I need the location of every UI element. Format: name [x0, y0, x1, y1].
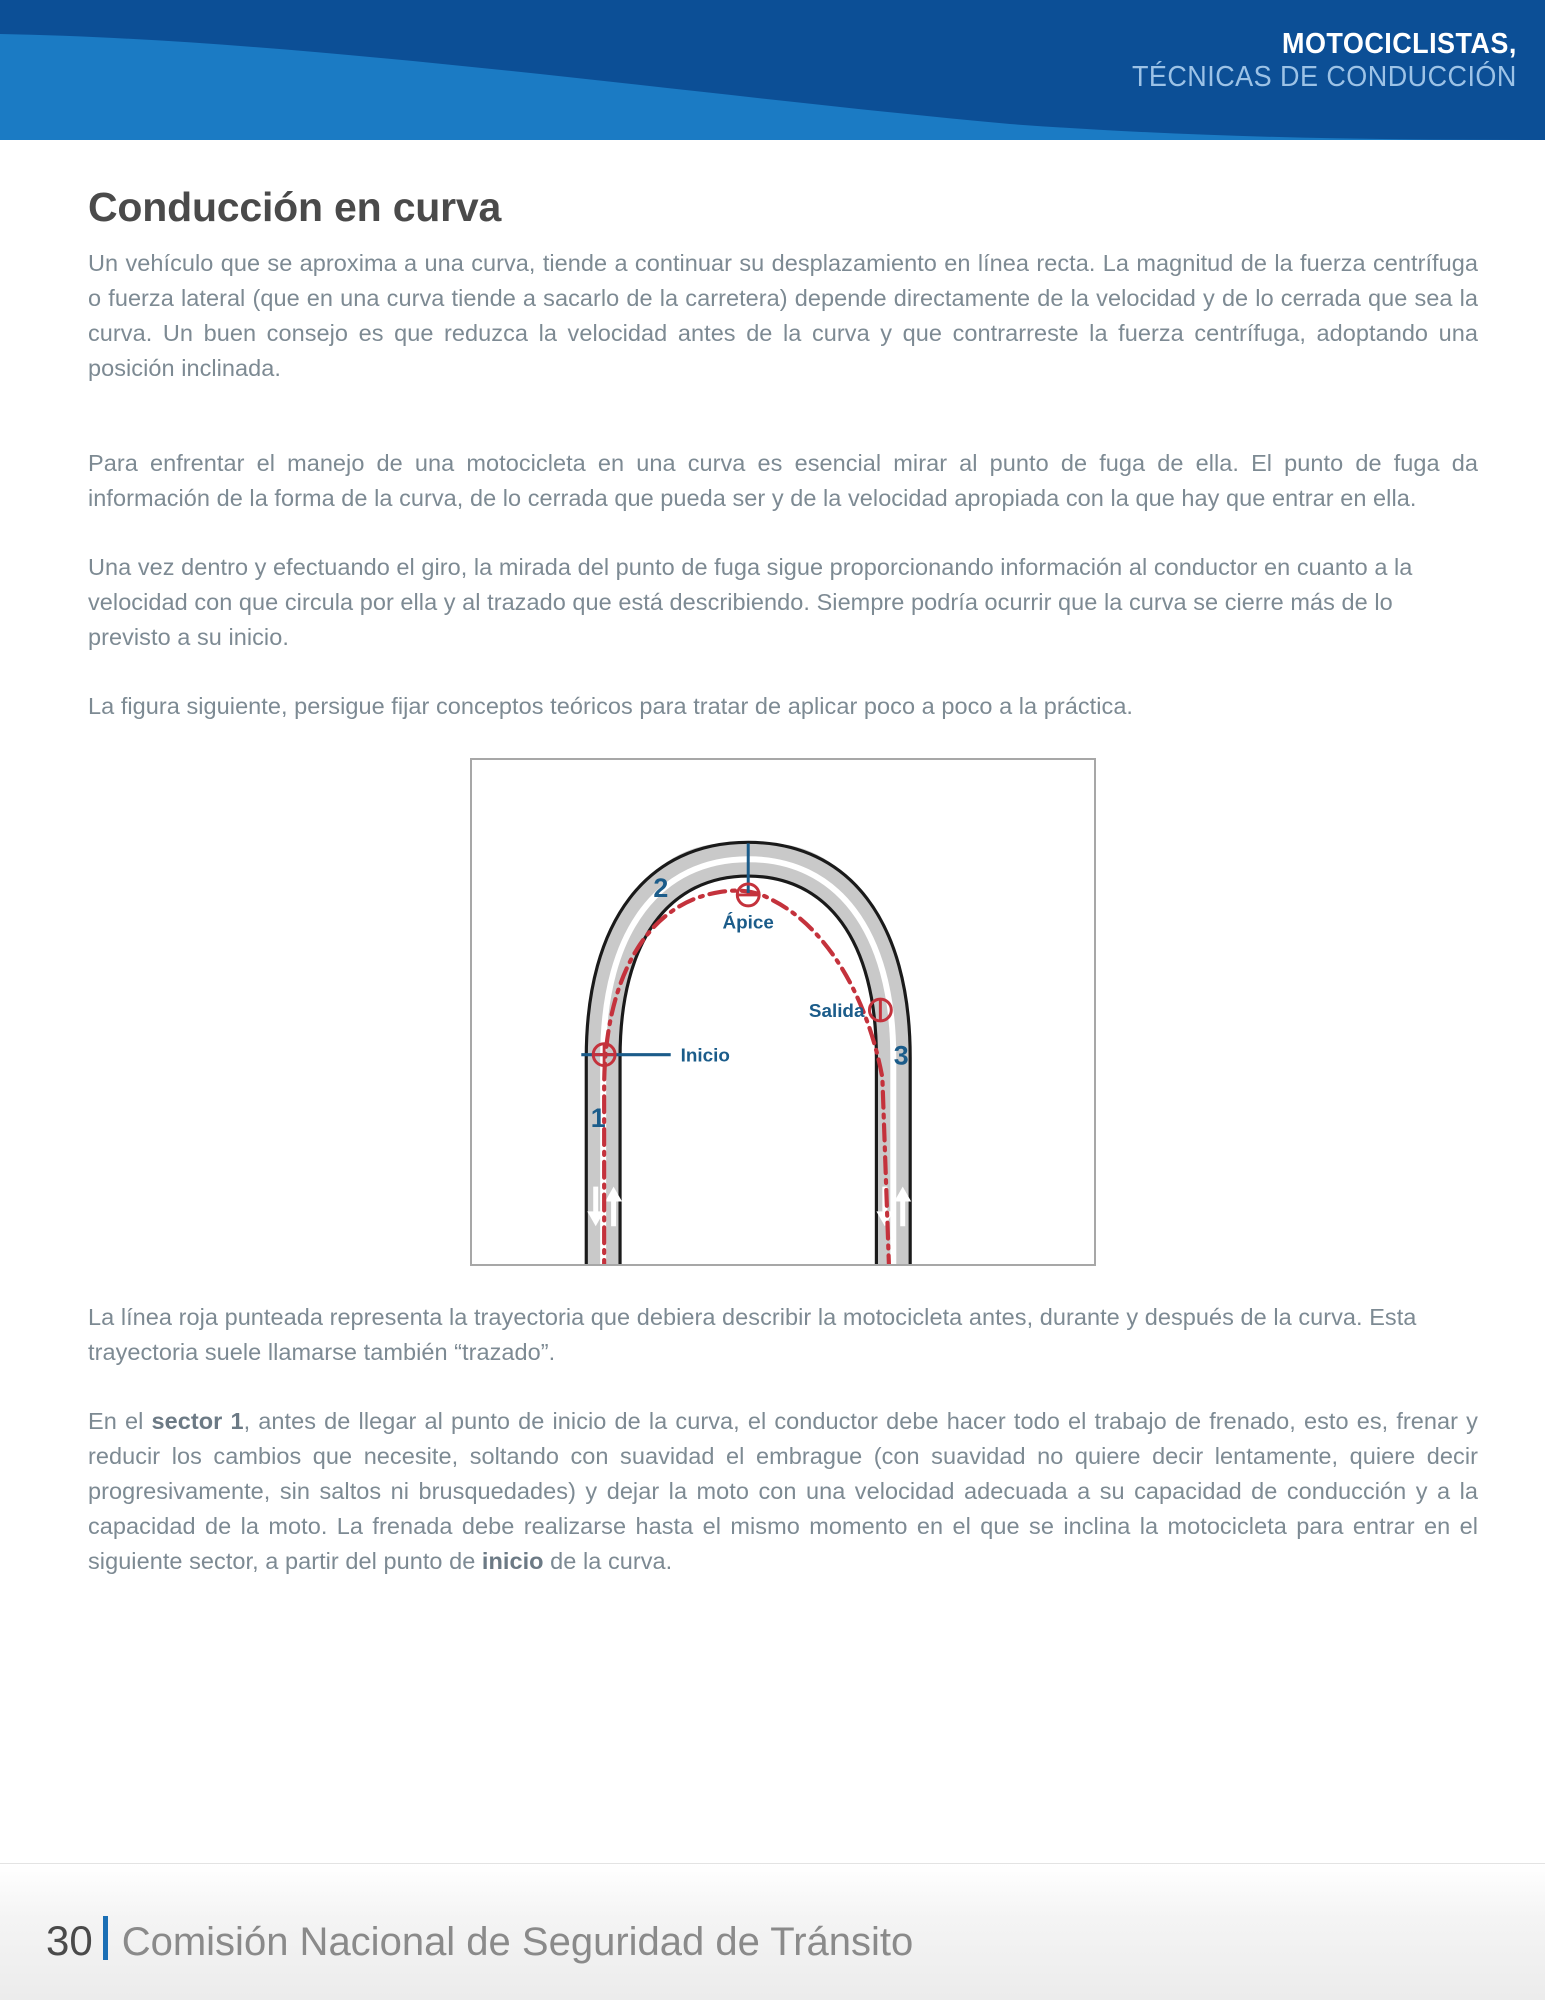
footer-organization-name: Comisión Nacional de Seguridad de Tránsito	[121, 1920, 914, 1964]
sector-1-label: 1	[590, 1103, 606, 1134]
page-number: 30	[46, 1917, 93, 1964]
sector-3-label: 3	[893, 1040, 909, 1071]
header-title-block	[1103, 30, 1517, 92]
paragraph-5: La línea roja punteada representa la trayectoria que debiera describir la motocicleta antes, durante y después de la curva. Esta trayectoria suele llamarse también “trazado”.	[88, 1304, 1417, 1366]
spacer	[88, 516, 1468, 550]
header-title-sub: TÉCNICAS DE CONDUCCIÓN	[1132, 61, 1517, 93]
paragraph-4: La figura siguiente, persigue fijar conceptos teóricos para tratar de aplicar poco a poco a la práctica.	[88, 693, 1134, 720]
apice-label: Ápice	[722, 911, 774, 933]
p6-text-part-3: de la curva.	[543, 1548, 673, 1575]
p6-bold-inicio: inicio	[481, 1548, 544, 1575]
paragraph-3: Una vez dentro y efectuando el giro, la mirada del punto de fuga sigue proporcionando información al conductor en cuanto a la velocidad con que circula por ella y al trazado que está describiendo. Siempre podría ocurrir que la curva se cierre más de lo previsto a su inicio.	[88, 554, 1413, 651]
page-title: Conducción en curva	[88, 184, 502, 230]
header-title-main: MOTOCICLISTAS,	[1282, 28, 1517, 60]
paragraph-2: Para enfrentar el manejo de una motocicleta en una curva es esencial mirar al punto de fuga de ella. El punto de fuga da información de la forma de la curva, de lo cerrada que pueda ser y de la velocidad apropiada con la que hay que entrar en ella.	[88, 450, 1478, 512]
page-header	[0, 0, 1545, 140]
p6-text-part-1: En el	[88, 1408, 152, 1435]
spacer	[88, 1370, 1468, 1404]
racing-line-trajectory	[604, 891, 889, 1264]
page-footer	[0, 1863, 1545, 2000]
p6-text-part-2: , antes de llegar al punto de inicio de la curva, el conductor debe hacer todo el trabajo de frenado, esto es, frenar y reducir los cambios que necesite, soltando con suavidad el embrague (con suavidad no quiere decir lentamente, quiere decir progresivamente, sin saltos ni brusquedades) y dejar la moto con una velocidad adecuada a su capacidad de conducción y a la capacidad de la moto. La frenada debe realizarse hasta el mismo momento en el que se inclina la motocicleta para entrar en el siguiente sector, a partir del punto de	[88, 1408, 1478, 1575]
page-content	[88, 184, 1478, 1579]
paragraph-6	[88, 1404, 1478, 1579]
footer-divider	[103, 1916, 108, 1960]
salida-label: Salida	[808, 1000, 865, 1022]
curve-diagram-svg	[472, 760, 1094, 1264]
inicio-label: Inicio	[680, 1044, 730, 1066]
spacer	[88, 1266, 1468, 1300]
p6-bold-sector1: sector 1	[151, 1408, 244, 1435]
spacer	[88, 655, 1468, 689]
inicio-marker-group	[581, 1044, 670, 1066]
curve-diagram-figure	[470, 758, 1096, 1266]
spacer	[88, 386, 1468, 446]
direction-arrows	[587, 1187, 911, 1227]
spacer	[88, 724, 1468, 758]
figure-container	[88, 758, 1478, 1266]
paragraph-1: Un vehículo que se aproxima a una curva, tiende a continuar su desplazamiento en línea recta. La magnitud de la fuerza centrífuga o fuerza lateral (que en una curva tiende a sacarlo de la carretera) depende directamente de la velocidad y de lo cerrada que sea la curva. Un buen consejo es que reduzca la velocidad antes de la curva y que contrarreste la fuerza centrífuga, adoptando una posición inclinada.	[88, 250, 1478, 382]
footer-content	[46, 1911, 913, 1962]
sector-2-label: 2	[653, 873, 669, 904]
